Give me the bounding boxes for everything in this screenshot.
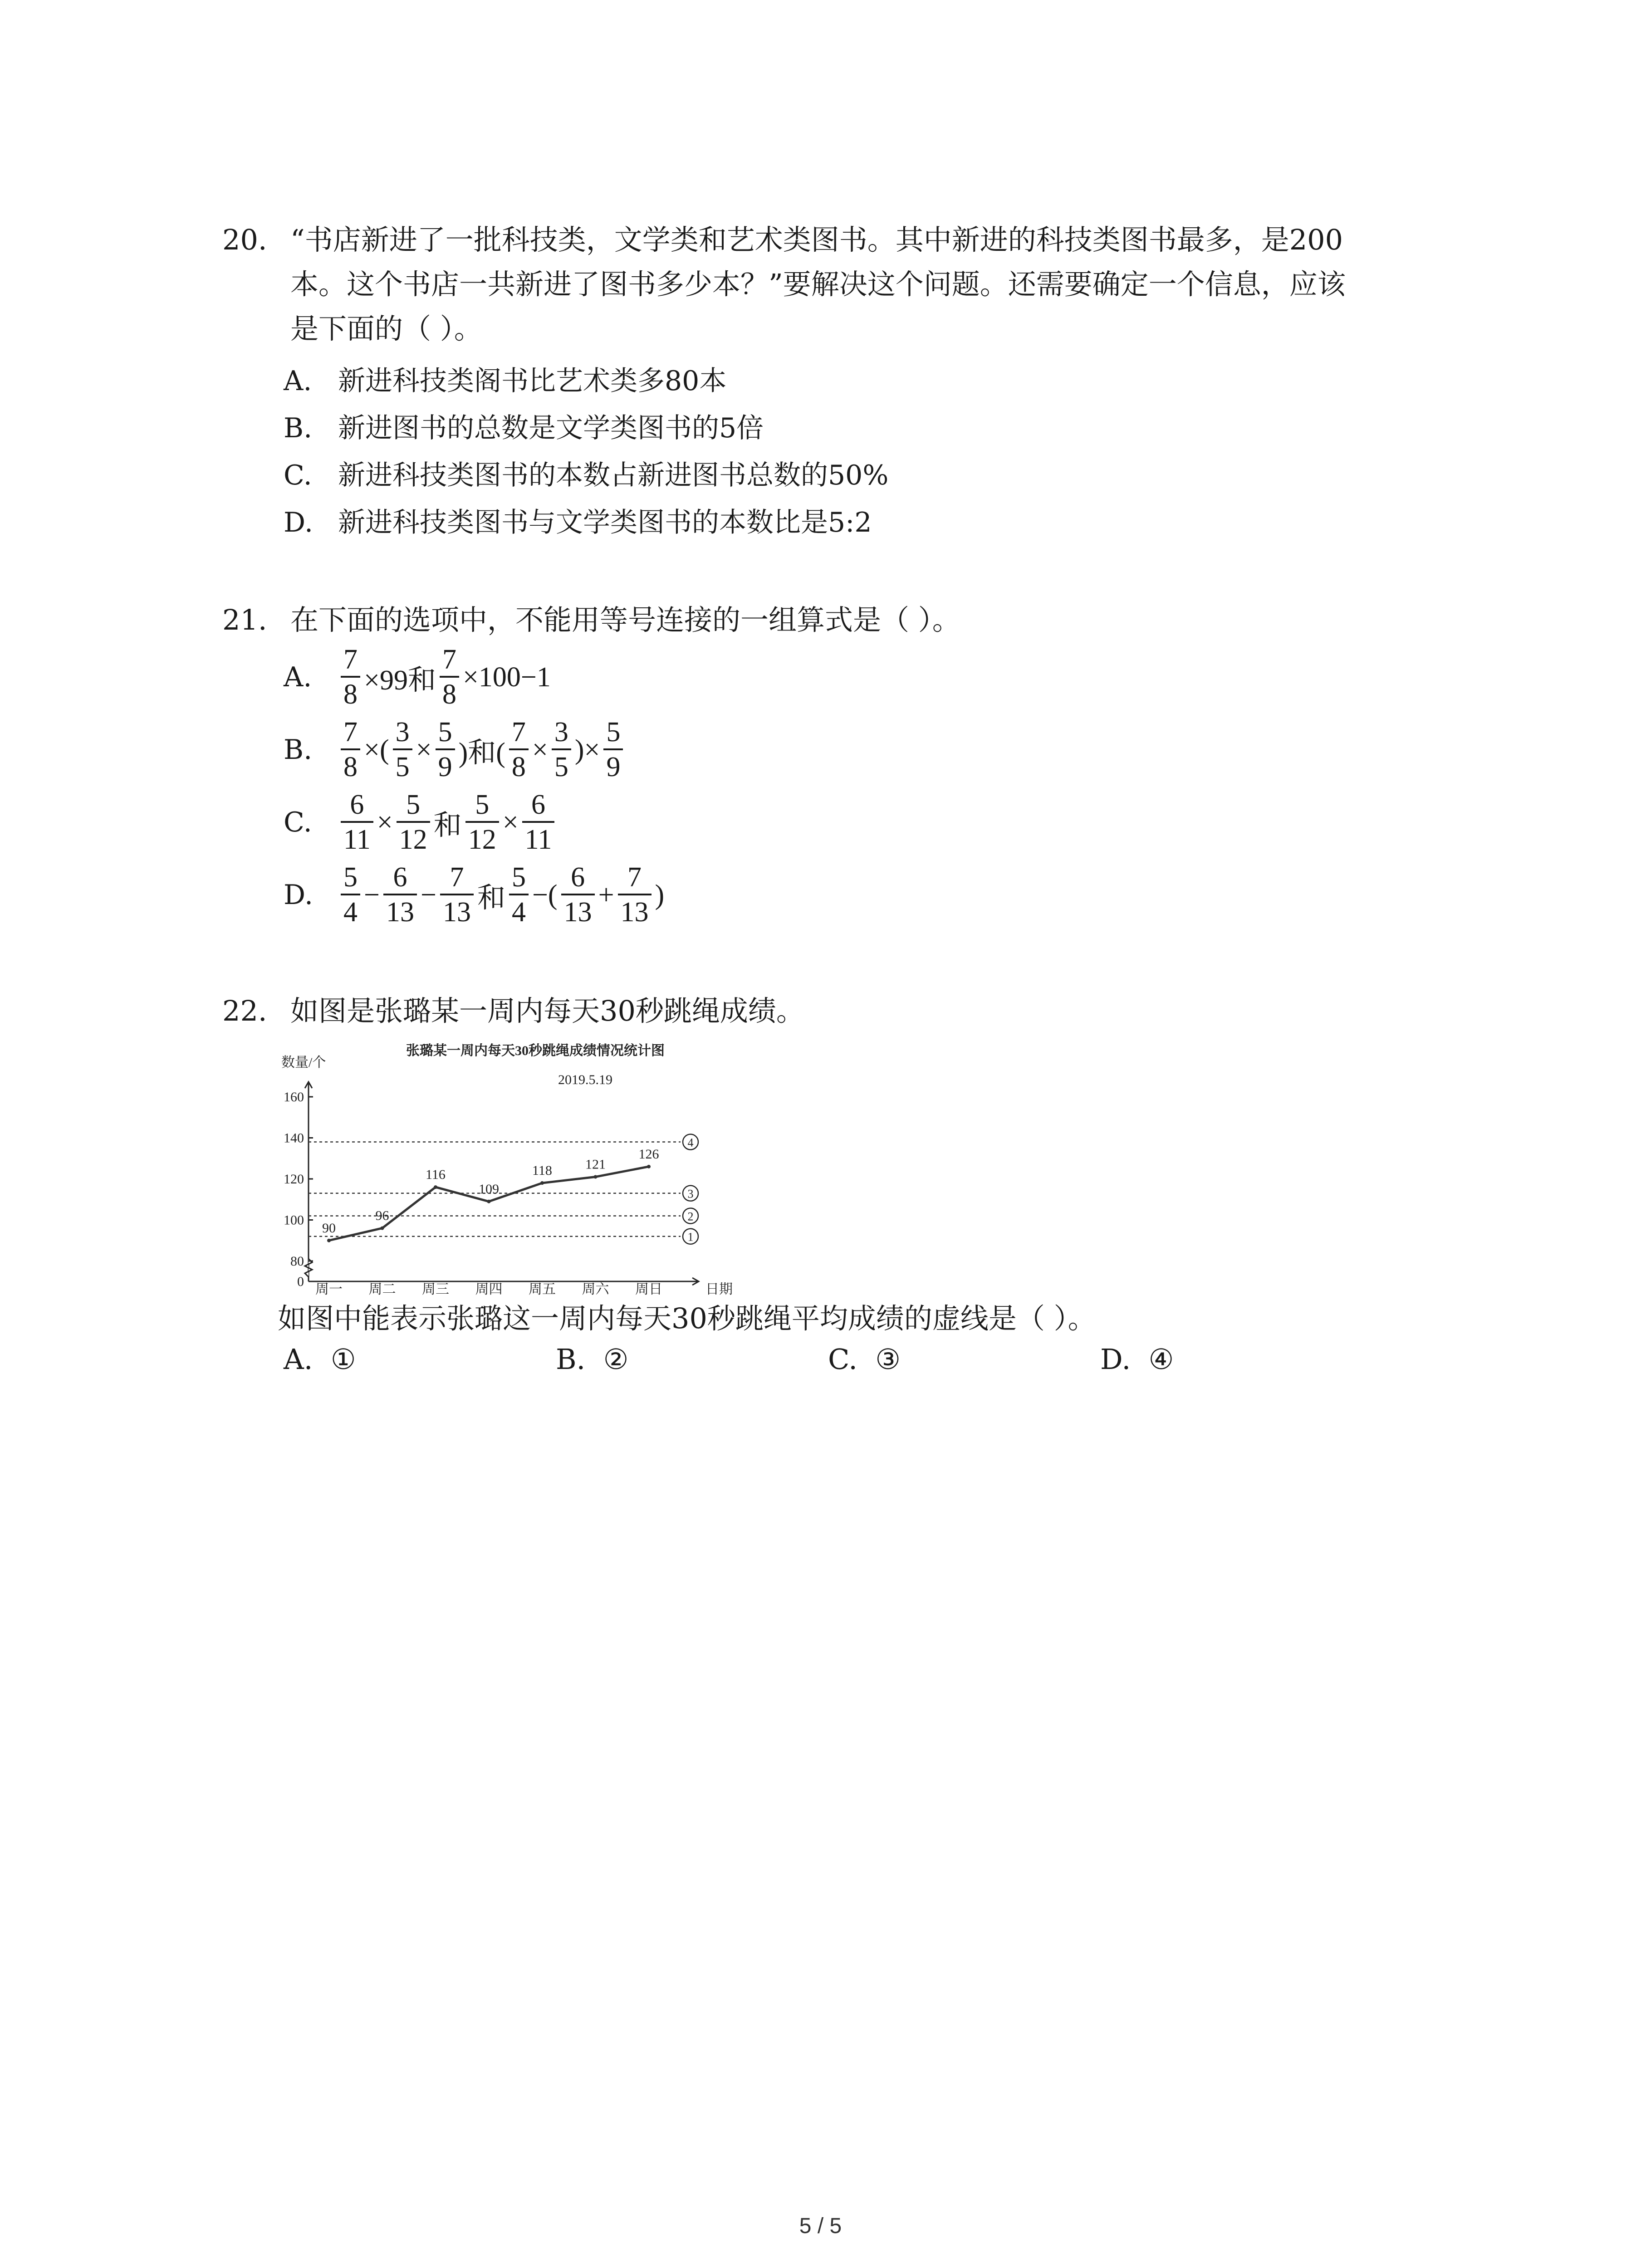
q20-line-2: 本。这个书店一共新进了图书多少本？”要解决这个问题。还需要确定一个信息，应该	[290, 268, 1346, 301]
line-chart	[272, 1039, 753, 1306]
q22-option-c: C. ③	[828, 1343, 901, 1376]
reference-label: 1	[687, 1230, 694, 1244]
q20-option-a: A. 新进科技类阁书比艺术类多80本	[284, 365, 727, 397]
data-point	[540, 1181, 544, 1185]
fraction: $\frac{6}{11}$	[522, 788, 555, 856]
x-tick-label: 周四	[475, 1282, 503, 1297]
q21-stem: 21. 在下面的选项中，不能用等号连接的一组算式是（ ）。	[222, 598, 1456, 642]
q20-line-3: 是下面的（ ）。	[290, 312, 482, 345]
reference-label: 2	[687, 1210, 694, 1223]
data-point	[381, 1227, 384, 1230]
q20-number: 20.	[222, 223, 267, 256]
q22-option-d: D. ④	[1100, 1343, 1174, 1376]
data-point	[647, 1165, 651, 1168]
data-label: 116	[426, 1167, 446, 1183]
y-tick-label: 100	[284, 1212, 304, 1228]
fraction: $\frac{6}{13}$	[561, 861, 595, 929]
data-label: 90	[322, 1220, 336, 1236]
chart-xlabel: 日期	[705, 1282, 733, 1297]
q22-question: 如图中能表示张璐这一周内每天30秒跳绳平均成绩的虚线是（ ）。	[278, 1302, 1096, 1335]
q22-option-b: B. ②	[556, 1343, 629, 1376]
page-number: 5 / 5	[799, 2214, 842, 2238]
fraction: $\frac{7}{8}$	[341, 716, 360, 784]
fraction: $\frac{5}{4}$	[509, 861, 529, 929]
q20-option-b: B. 新进图书的总数是文学类图书的5倍	[284, 412, 764, 444]
y-tick-label: 120	[284, 1172, 304, 1187]
series-line	[329, 1167, 649, 1241]
x-tick-label: 周日	[635, 1282, 662, 1297]
x-tick-label: 周二	[368, 1282, 396, 1297]
question-20	[222, 218, 1456, 351]
fraction: $\frac{6}{11}$	[341, 788, 373, 856]
chart-title: 张璐某一周内每天30秒跳绳成绩情况统计图	[406, 1043, 665, 1058]
y-tick-label: 160	[284, 1090, 304, 1105]
fraction: $\frac{7}{8}$	[509, 716, 529, 784]
q20-option-c: C. 新进科技类图书的本数占新进图书总数的50%	[284, 459, 889, 491]
fraction: $\frac{7}{13}$	[440, 861, 474, 929]
fraction: $\frac{7}{8}$	[440, 643, 459, 711]
q21-option-b: B. $\frac{7}{8}$ ×( $\frac{3}{5}$ × $\frac{5}{9}$ )和( $\frac{7}{8}$ × $\frac{3}{5}$ )× $\frac{5}{9}$	[284, 716, 626, 784]
reference-label: 4	[687, 1136, 694, 1149]
reference-label: 3	[687, 1187, 694, 1201]
fraction: $\frac{5}{9}$	[436, 716, 455, 784]
q21-option-a: A. $\frac{7}{8}$ ×99和 $\frac{7}{8}$ ×100−1	[284, 643, 552, 711]
fraction: $\frac{3}{5}$	[552, 716, 571, 784]
data-label: 118	[532, 1163, 552, 1178]
question-22	[222, 989, 1456, 1033]
q20-option-d: D. 新进科技类图书与文学类图书的本数比是5:2	[284, 507, 872, 538]
y-tick-label: 0	[297, 1274, 304, 1289]
q21-option-d: D. $\frac{5}{4}$ − $\frac{6}{13}$ − $\frac{7}{13}$ 和 $\frac{5}{4}$ −( $\frac{6}{13}$ + $\frac{7}{13}$ )	[284, 861, 665, 929]
y-tick-label: 140	[284, 1130, 304, 1146]
fraction: $\frac{6}{13}$	[383, 861, 417, 929]
q22-option-a: A. ①	[284, 1343, 356, 1376]
fraction: $\frac{5}{12}$	[465, 788, 499, 856]
x-tick-label: 周一	[315, 1282, 343, 1297]
x-tick-label: 周六	[582, 1282, 609, 1297]
data-point	[434, 1185, 437, 1189]
fraction: $\frac{7}{13}$	[618, 861, 652, 929]
data-label: 96	[375, 1208, 389, 1223]
q22-number: 22.	[222, 994, 267, 1027]
data-point	[327, 1239, 331, 1242]
x-tick-label: 周三	[422, 1282, 449, 1297]
y-tick-label: 80	[290, 1254, 304, 1269]
q22-stem: 22. 如图是张璐某一周内每天30秒跳绳成绩。	[222, 989, 1456, 1033]
fraction: $\frac{3}{5}$	[393, 716, 412, 784]
fraction: $\frac{5}{9}$	[603, 716, 623, 784]
data-label: 109	[479, 1181, 499, 1197]
q20-line-1: 20. “书店新进了一批科技类，文学类和艺术类图书。其中新进的科技类图书最多，是200	[222, 218, 1456, 262]
chart-subtitle: 2019.5.19	[558, 1072, 612, 1087]
fraction: $\frac{7}{8}$	[341, 643, 360, 711]
q21-option-c: C. $\frac{6}{11}$ × $\frac{5}{12}$ 和 $\frac{5}{12}$ × $\frac{6}{11}$	[284, 788, 557, 856]
chart-ylabel: 数量/个	[281, 1055, 326, 1070]
question-21	[222, 598, 1456, 642]
fraction: $\frac{5}{4}$	[341, 861, 360, 929]
data-label: 121	[585, 1157, 606, 1172]
q21-number: 21.	[222, 603, 267, 636]
x-tick-label: 周五	[529, 1282, 556, 1297]
data-point	[594, 1175, 598, 1178]
data-label: 126	[638, 1146, 659, 1162]
fraction: $\frac{5}{12}$	[397, 788, 430, 856]
data-point	[487, 1200, 491, 1203]
